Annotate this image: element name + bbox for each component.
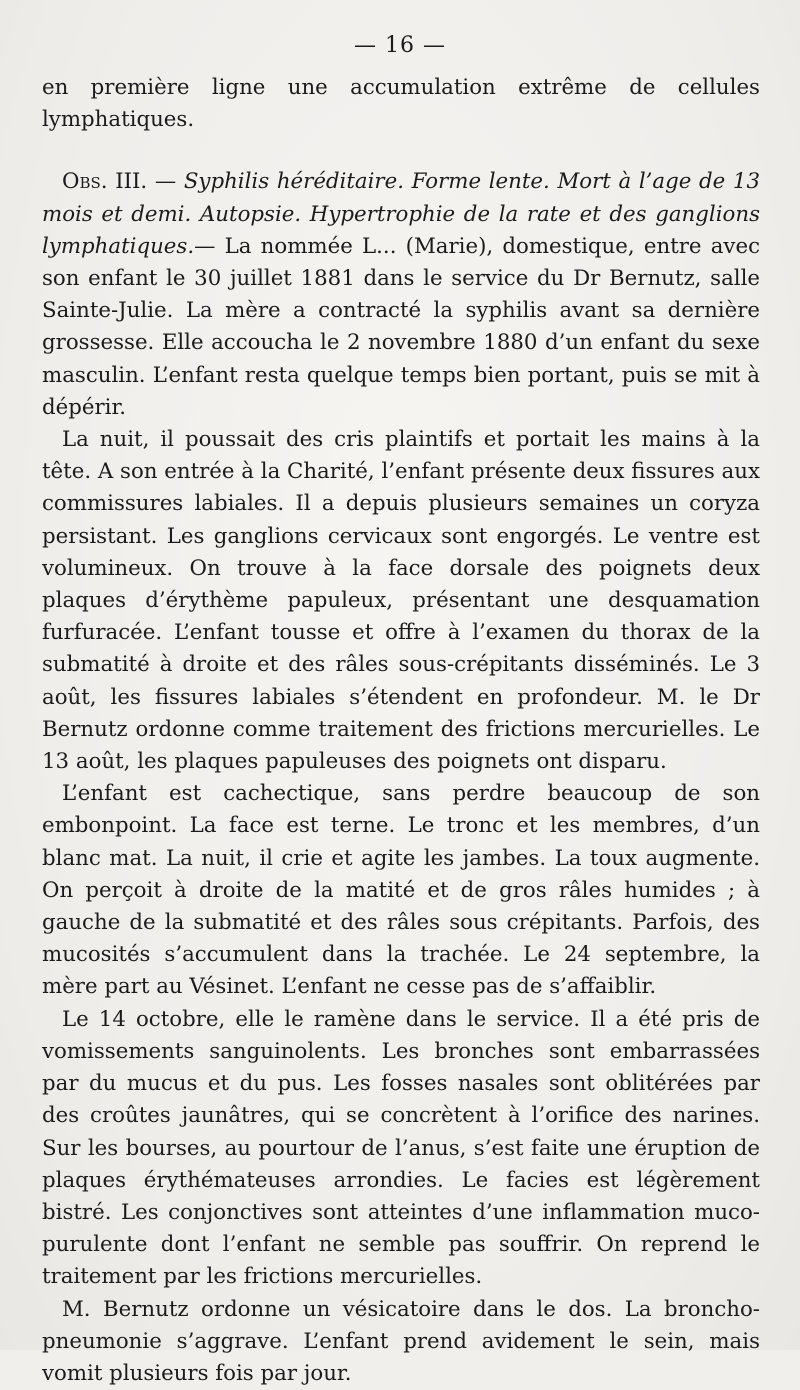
paragraph: La nuit, il poussait des cris plaintifs et portait les mains à la tête. A son entrée à la Charité, l’enfant présente deux fissures aux commissures labiales. Il a depuis plusieurs semaines un coryza persistant. Les ganglions cervicaux sont engorgés. Le ventre est volumineux. On trouve à la face dorsale des poignets deux plaques d’érythème papuleux, présentant une desquamation furfuracée. L’enfant tousse et offre à l’examen du thorax de la submatité à droite et des râles sous-crépitants disséminés. Le 3 août, les fissures labiales s’étendent en profondeur. M. le Dr Bernutz ordonne comme traitement des frictions mercurielles. Le 13 août, les plaques papuleuses des poignets ont disparu. bbox=[42, 427, 760, 775]
paragraph: Le 14 octobre, elle le ramène dans le service. Il a été pris de vomissements sanguinolents. Les bronches sont embarrassées par du mucus et du pus. Les fosses nasales sont oblitérées par des croûtes jaunâtres, qui se concrètent à l’orifice des narines. Sur les bourses, au pourtour de l’anus, s’est faite une éruption de plaques érythémateuses arrondies. Le facies est légèrement bistré. Les conjonctives sont atteintes d’une inflammation muco-purulente dont l’enfant ne semble pas souffrir. On reprend le traitement par les frictions mercurielles. bbox=[42, 1006, 760, 1290]
observation-dash: — bbox=[147, 169, 184, 195]
observation-heading-paragraph bbox=[42, 166, 760, 424]
paragraph: L’enfant est cachectique, sans perdre beaucoup de son embonpoint. La face est terne. Le tronc et les membres, d’un blanc mat. La nuit, il crie et agite les jambes. La toux augmente. On perçoit à droite de la matité et de gros râles humides ; à gauche de la submatité et des râles sous crépitants. Parfois, des mucosités s’accumulent dans la trachée. Le 24 septembre, la mère part au Vésinet. L’enfant ne cesse pas de s’affaiblir. bbox=[42, 781, 760, 1000]
page-number: — 16 — bbox=[354, 33, 446, 58]
body-text bbox=[42, 72, 760, 1390]
observation-label: Obs. III. bbox=[62, 169, 148, 195]
observation-title: Syphilis héréditaire. Forme lente. Mort à l’age de 13 mois et demi. Autopsie. Hypertrophie de la rate et des ganglions lymphatiques. bbox=[42, 169, 760, 259]
paragraph: M. Bernutz ordonne un vésicatoire dans le dos. La broncho-pneumonie s’aggrave. L’enfant prend avidement le sein, mais vomit plusieurs fois par jour. bbox=[42, 1296, 760, 1386]
paragraph-continuation: en première ligne une accumulation extrême de cellules lymphatiques. bbox=[42, 75, 760, 133]
paragraph-gap bbox=[42, 136, 760, 166]
observation-text: — La nommée L... (Marie), domestique, entre avec son enfant le 30 juillet 1881 dans le service du Dr Bernutz, salle Sainte-Julie. La mère a contracté la syphilis avant sa dernière grossesse. Elle accoucha le 2 novembre 1880 d’un enfant du sexe masculin. L’enfant resta quelque temps bien portant, puis se mit à dépérir. bbox=[42, 233, 760, 420]
